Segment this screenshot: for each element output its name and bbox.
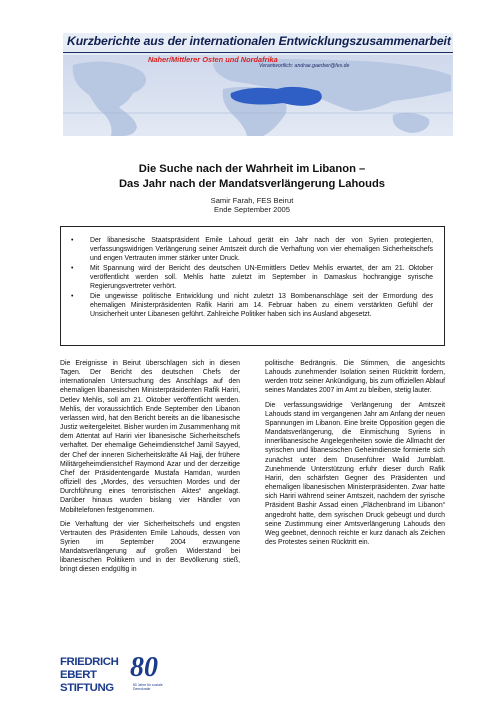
responsible-contact[interactable]: Verantwortlich: andrae.gaerber@fes.de bbox=[259, 63, 350, 69]
body-paragraph: Die Ereignisse in Beirut überschlagen sich in diesen Tagen. Der Bericht des deutschen Chefs der internationalen Untersuchung des Anschlags auf den ehemaligen libanesischen Ministerpräsidenten Rafik Hariri, Detlev Mehlis, soll am 21. Oktober veröffentlicht werden. Mehlis, der voraussichtlich Ende September den Libanon verlassen wird, hat den Bericht bereits an die libanesische Justiz weitergeleitet. Bisher wurden im Zusammenhang mit dem Attentat auf Hariri vier libanesische Sicherheitschefs verhaftet. Der ehemalige Geheimdienstchef Jamil Sayyed, der Chef der inneren Sicherheitskräfte Ali Hajj, der frühere Militärgeheimdienstchef Raymond Azar und der derzeitige Chef der Präsidentengarde Mustafa Hamdan, wurden offiziell des „Mordes, des versuchten Mordes und der Durchführung eines terroristischen Aktes“ angeklagt. Darüber hinaus wurden bislang vier Händler von Mobiltelefonen festgenommen. bbox=[60, 360, 240, 514]
summary-text: Mit Spannung wird der Bericht des deutschen UN-Ermittlers Detlev Mehlis erwartet, der am 21. Oktober veröffentlicht werden soll. Mehlis hatte zuletzt im September in Damaskus hochrangige syrische Regierungsvertreter verhört. bbox=[90, 265, 433, 290]
summary-bullet bbox=[69, 264, 433, 291]
title-underline bbox=[63, 52, 453, 53]
bullet-icon: • bbox=[71, 293, 74, 300]
author-name: Samir Farah, FES Beirut bbox=[210, 196, 294, 205]
bullet-icon: • bbox=[71, 237, 74, 244]
logo-word-ebert: EBERT bbox=[60, 669, 97, 681]
header-banner bbox=[63, 33, 453, 136]
region-label: Naher/Mittlerer Osten und Nordafrika bbox=[148, 55, 278, 64]
anniversary-number: 80 bbox=[130, 652, 158, 683]
world-map-graphic bbox=[63, 55, 453, 136]
logo-word-stiftung: STIFTUNG bbox=[60, 682, 114, 694]
report-date: Ende September 2005 bbox=[214, 205, 290, 214]
body-paragraph: Die Verhaftung der vier Sicherheitschefs und engsten Vertrauten des Präsidenten Emile Lahouds, dessen von Syrien im September 2004 erzwungene Mandatsverlängerung auf großen Widerstand bei libanesischen Politikern und in der Bevölkerung stieß, bringt diesen endgültig in bbox=[60, 520, 240, 574]
bullet-icon: • bbox=[71, 265, 74, 272]
summary-box bbox=[60, 226, 445, 346]
body-paragraph: politische Bedrängnis. Die Stimmen, die angesichts Lahouds zunehmender Isolation seinen Rücktritt fordern, werden trotz seiner Ankündigung, bis zum offiziellen Ablauf seines Mandates 2007 im Amt zu bleiben, stetig lauter. bbox=[265, 360, 445, 395]
summary-text: Der libanesische Staatspräsident Emile Lahoud gerät ein Jahr nach der von Syrien protegierten, verfassungswidrigen Verlängerung seiner Amtszeit durch die Verhaftung von vier ehemaligen Sicherheitschefs und engen Vertrauten immer stärker unter Druck. bbox=[90, 237, 433, 262]
summary-bullet bbox=[69, 236, 433, 263]
series-title: Kurzberichte aus der internationalen Entwicklungszusammenarbeit bbox=[67, 34, 451, 48]
document-title-line2: Das Jahr nach der Mandatsverlängerung Lahouds bbox=[118, 178, 386, 190]
summary-bullet bbox=[69, 292, 433, 319]
body-paragraph: Die verfassungswidrige Verlängerung der Amtszeit Lahouds stand im vergangenen Jahr am Anfang der neuen Spannungen im Libanon. Eine breite Opposition gegen die Mandatsverlängerung, die Einmischung Syriens in innerlibanesische Angelegenheiten sowie die Allmacht der syrischen und libanesischen Geheimdienste formierte sich zunächst unter dem Drusenführer Walid Jumblatt. Zunehmende Unterstützung erfuhr dieser durch Rafik Hariri, den schärfsten Gegner des Präsidenten und ehemaligen libanesischen Ministerpräsidenten. Zwar hatte sich Hariri während seiner Amtszeit, nachdem der syrische Präsident Bashir Assad einen „Flächenbrand im Libanon“ angedroht hatte, dem syrischen Druck gebeugt und durch seine Zustimmung einer Amtsverlängerung Lahouds den Weg geebnet, dennoch reichte er kurz danach als Zeichen des Protestes seinen Rücktritt ein. bbox=[265, 401, 445, 546]
document-title-line1: Die Suche nach der Wahrheit im Libanon – bbox=[138, 163, 366, 175]
summary-list bbox=[69, 236, 433, 320]
logo-word-friedrich: FRIEDRICH bbox=[60, 656, 119, 668]
summary-text: Die ungewisse politische Entwicklung und nicht zuletzt 13 Bombenanschläge seit der Ermordung des ehemaligen Ministerpräsidenten Rafik Hariri am 14. Februar haben zu einem verstärkten Gefühl der Unsicherheit unter Libanesen geführt. Zahlreiche Politiker haben sich ins Ausland abgesetzt. bbox=[90, 293, 433, 318]
anniversary-badge bbox=[130, 652, 168, 696]
anniversary-caption: 80 Jahre für soziale Demokratie bbox=[133, 683, 163, 691]
fes-logo bbox=[60, 652, 164, 702]
body-column-right bbox=[265, 359, 445, 552]
body-column-left bbox=[60, 359, 240, 580]
